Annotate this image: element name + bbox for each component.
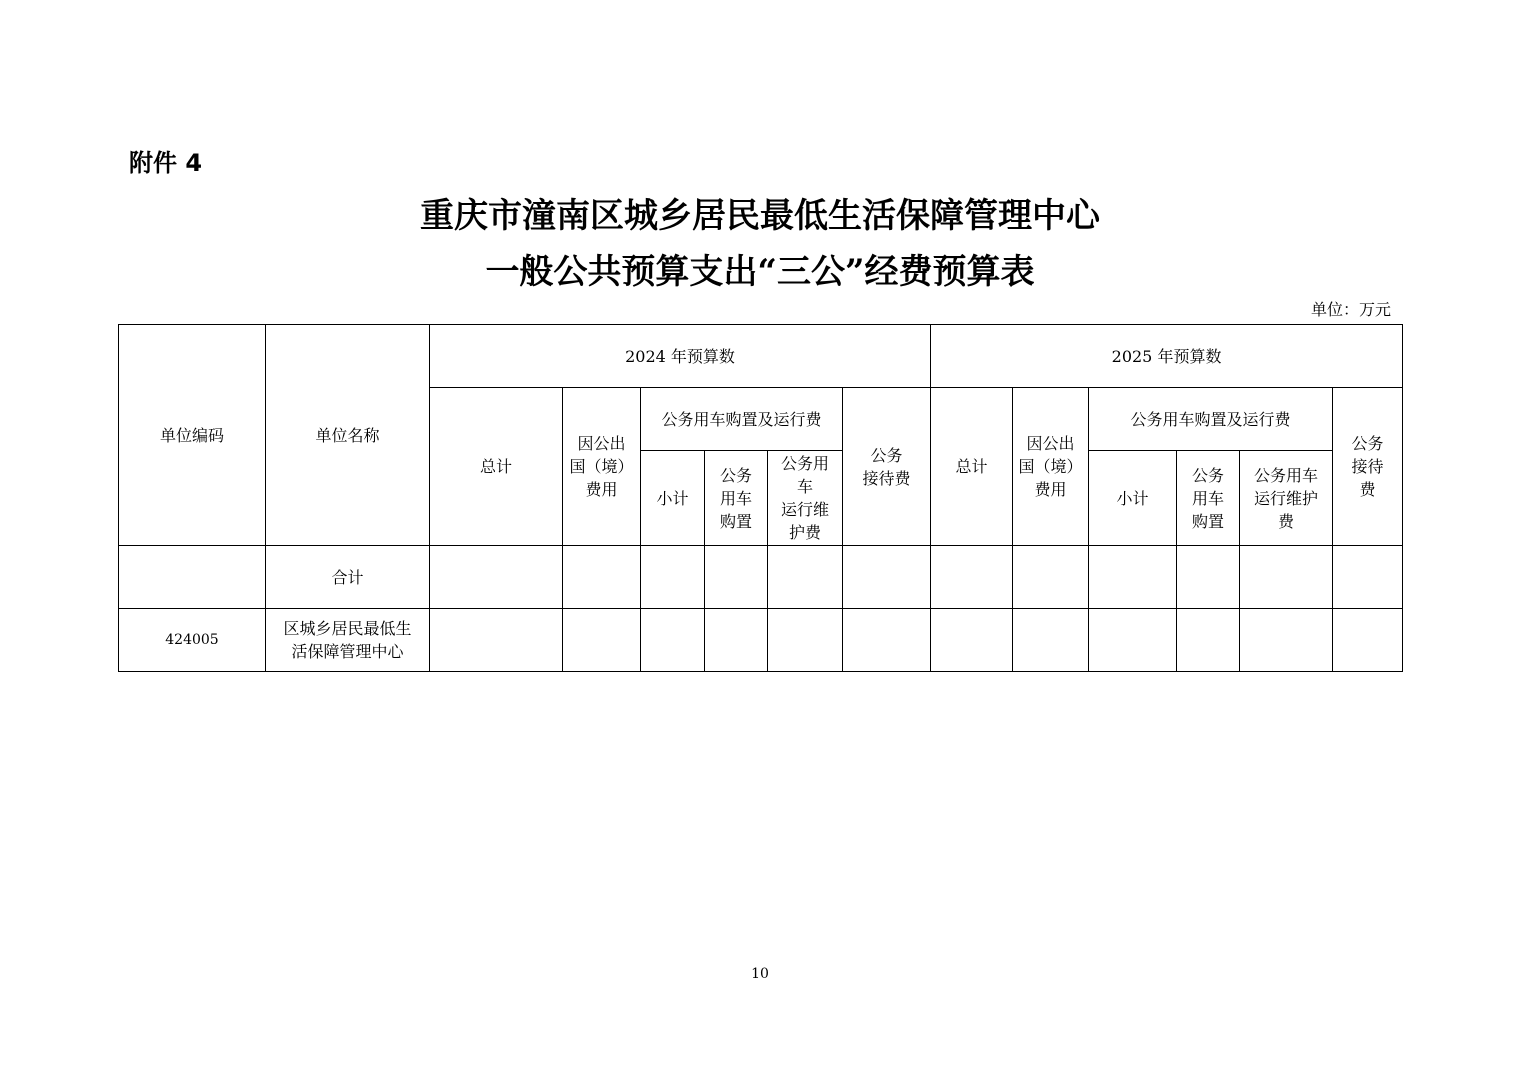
row-value [1177,609,1240,672]
header-2025-subtotal: 小计 [1089,451,1177,546]
header-unit-code: 单位编码 [119,325,266,546]
header-2025-vehicle-purchase: 公务 用车 购置 [1177,451,1240,546]
header-2025-abroad: 因公出 国（境） 费用 [1013,388,1089,546]
row-value [843,609,931,672]
budget-table [118,324,1403,672]
header-2025-vehicle-operation: 公务用车 运行维护 费 [1240,451,1333,546]
row-value [1089,546,1177,609]
row-value [705,546,768,609]
header-2024-abroad: 因公出 国（境） 费用 [563,388,641,546]
header-2025-budget: 2025 年预算数 [931,325,1403,388]
header-unit-name: 单位名称 [266,325,430,546]
header-2025-total: 总计 [931,388,1013,546]
header-row-years [119,325,1403,388]
header-2024-vehicle-operation: 公务用 车 运行维 护费 [768,451,843,546]
row-value [1013,609,1089,672]
row-value [1240,546,1333,609]
table-row [119,609,1403,672]
header-2025-reception: 公务 接待 费 [1333,388,1403,546]
row-value [563,609,641,672]
row-value [1089,609,1177,672]
table-row [119,546,1403,609]
row-value [641,546,705,609]
attachment-label: 附件 4 [129,149,203,177]
unit-label: 单位：万元 [1310,300,1391,319]
row-value [430,609,563,672]
row-value [768,609,843,672]
header-2025-vehicle-group: 公务用车购置及运行费 [1089,388,1333,451]
header-2024-subtotal: 小计 [641,451,705,546]
row-value [1333,546,1403,609]
row-value [931,609,1013,672]
row-value [641,609,705,672]
row-unit-name: 区城乡居民最低生 活保障管理中心 [266,609,430,672]
page-number: 10 [751,966,769,982]
row-value [563,546,641,609]
row-value [768,546,843,609]
row-value [843,546,931,609]
row-unit-code [119,546,266,609]
row-value [430,546,563,609]
row-value [1240,609,1333,672]
header-2024-total: 总计 [430,388,563,546]
row-value [1177,546,1240,609]
row-unit-code: 424005 [119,609,266,672]
document-title-line1: 重庆市潼南区城乡居民最低生活保障管理中心 [420,196,1100,236]
row-value [931,546,1013,609]
header-2024-budget: 2024 年预算数 [430,325,931,388]
header-2024-reception: 公务 接待费 [843,388,931,546]
row-value [1013,546,1089,609]
row-unit-name: 合计 [266,546,430,609]
document-title-line2: 一般公共预算支出“三公”经费预算表 [485,252,1035,292]
row-value [1333,609,1403,672]
header-2024-vehicle-group: 公务用车购置及运行费 [641,388,843,451]
header-2024-vehicle-purchase: 公务 用车 购置 [705,451,768,546]
row-value [705,609,768,672]
